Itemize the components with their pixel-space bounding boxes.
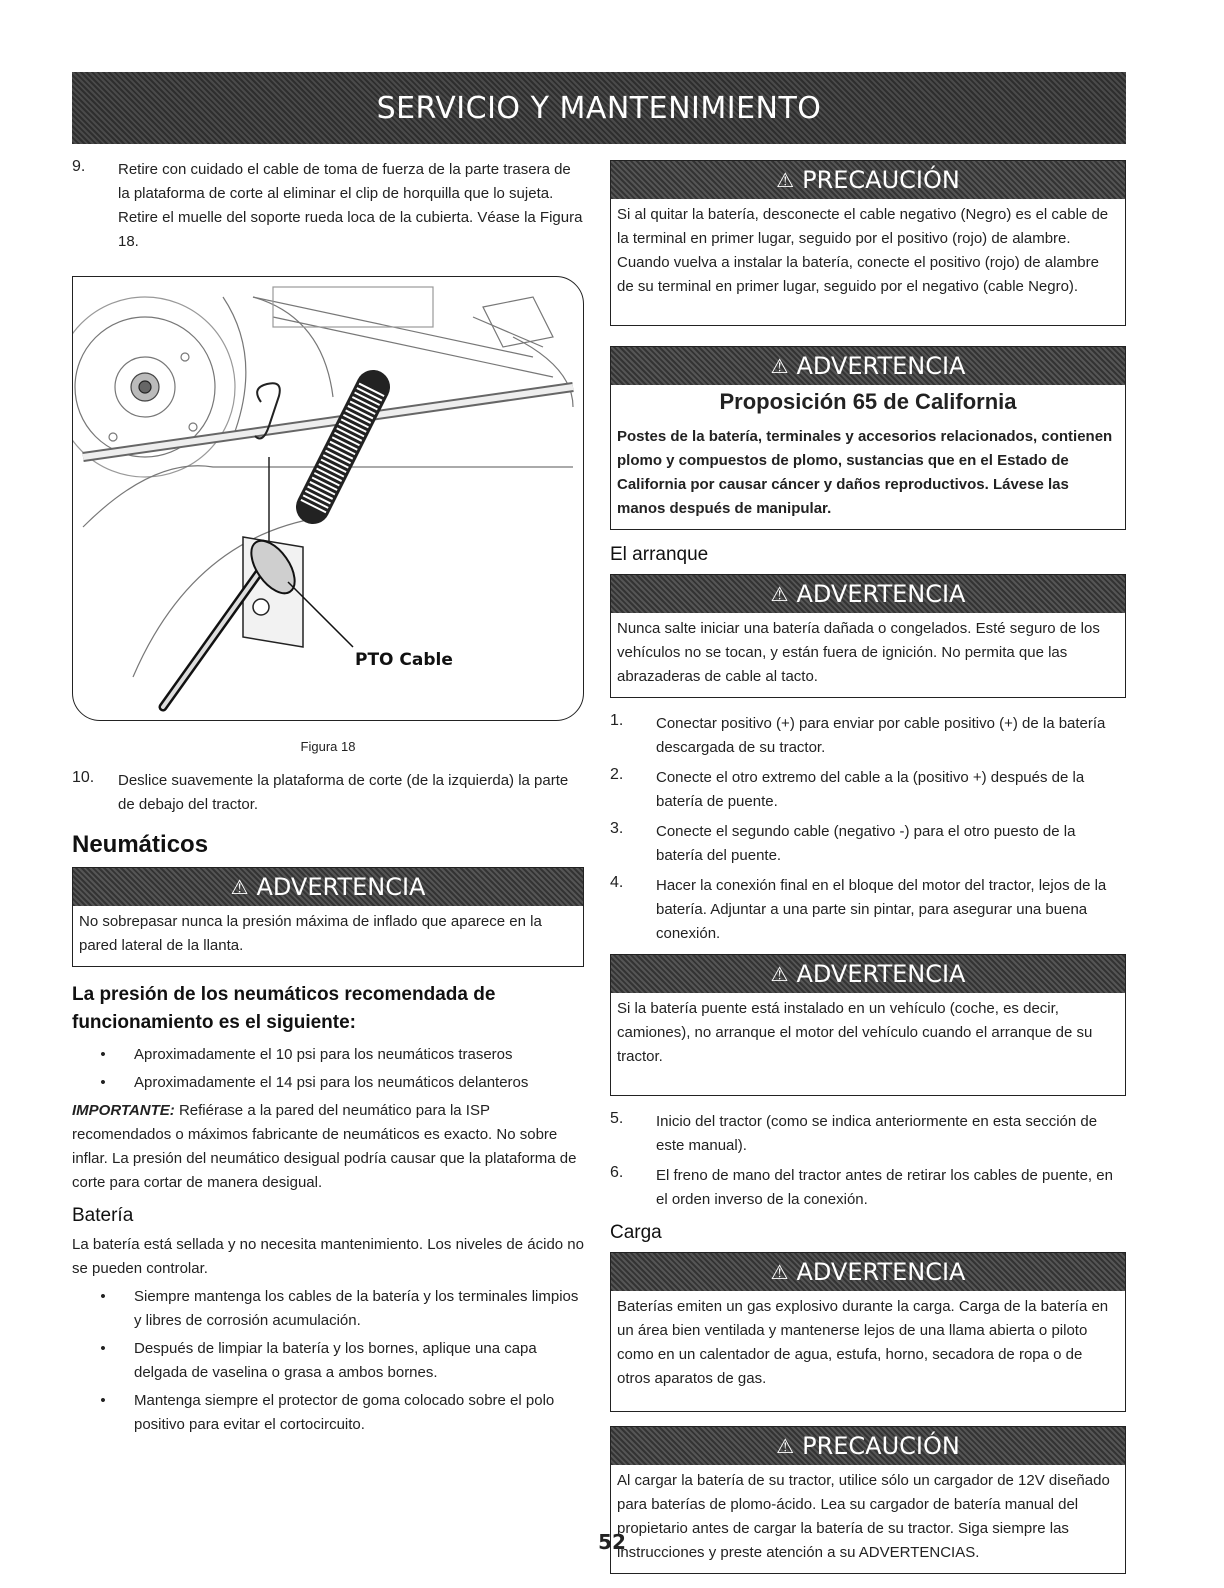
tires-heading: Neumáticos bbox=[72, 831, 209, 858]
step-item bbox=[610, 1110, 1126, 1158]
step-number: 3. bbox=[610, 820, 624, 837]
pto-cable-diagram bbox=[73, 277, 584, 721]
step-item bbox=[610, 820, 1126, 868]
step-number: 6. bbox=[610, 1164, 624, 1181]
warning-body: No sobrepasar nunca la presión máxima de inflado que aparece en la pared lateral de la llanta. bbox=[79, 913, 542, 954]
step-number: 10. bbox=[72, 769, 95, 786]
list-item bbox=[72, 1043, 584, 1067]
warning-triangle-icon: ⚠ bbox=[770, 962, 789, 986]
left-column bbox=[72, 158, 584, 1441]
right-column bbox=[610, 160, 1126, 1588]
warning-triangle-icon: ⚠ bbox=[776, 1434, 795, 1458]
warning-triangle-icon: ⚠ bbox=[230, 875, 249, 899]
step-text: Conectar positivo (+) para enviar por cable positivo (+) de la batería descargada de su tractor. bbox=[656, 715, 1106, 756]
battery-text: La batería está sellada y no necesita mantenimiento. Los niveles de ácido no se pueden controlar. bbox=[72, 1236, 584, 1277]
step-number: 5. bbox=[610, 1110, 624, 1127]
step-text: El freno de mano del tractor antes de retirar los cables de puente, en el orden inverso de la conexión. bbox=[656, 1167, 1113, 1208]
warning-title: ADVERTENCIA bbox=[796, 960, 966, 988]
start-warning-box bbox=[610, 574, 1126, 698]
charge-heading: Carga bbox=[610, 1222, 662, 1243]
warning-triangle-icon: ⚠ bbox=[770, 1260, 789, 1284]
caution-title: PRECAUCIÓN bbox=[802, 166, 960, 194]
bullet-icon: • bbox=[100, 1392, 106, 1409]
step-number: 1. bbox=[610, 712, 624, 729]
step-item bbox=[610, 874, 1126, 946]
step-text: Deslice suavemente la plataforma de corte (de la izquierda) la parte de debajo del tractor. bbox=[118, 772, 569, 813]
list-item-text: Después de limpiar la batería y los bornes, aplique una capa delgada de vaselina o grasa a ambos bornes. bbox=[134, 1340, 537, 1381]
prop65-warning-box bbox=[610, 346, 1126, 530]
jump-start-steps-2 bbox=[610, 1110, 1126, 1212]
step-number: 4. bbox=[610, 874, 624, 891]
list-item-text: Aproximadamente el 10 psi para los neumáticos traseros bbox=[134, 1046, 513, 1063]
step-text: Hacer la conexión final en el bloque del motor del tractor, lejos de la batería. Adjuntar a una parte sin pintar, para asegurar una buena conexión. bbox=[656, 877, 1107, 942]
vehicle-warning-box bbox=[610, 954, 1126, 1096]
list-item bbox=[72, 1071, 584, 1095]
tire-warning-box bbox=[72, 867, 584, 967]
important-label: IMPORTANTE: bbox=[72, 1102, 175, 1119]
list-item-text: Mantenga siempre el protector de goma colocado sobre el polo positivo para evitar el cortocircuito. bbox=[134, 1392, 555, 1433]
start-heading: El arranque bbox=[610, 544, 709, 565]
warning-triangle-icon: ⚠ bbox=[770, 582, 789, 606]
prop65-subtitle: Proposición 65 de California bbox=[719, 389, 1017, 414]
bullet-icon: • bbox=[100, 1046, 106, 1063]
list-item bbox=[72, 1389, 584, 1437]
jump-start-steps bbox=[610, 712, 1126, 946]
step-number: 2. bbox=[610, 766, 624, 783]
step-number: 9. bbox=[72, 158, 86, 175]
list-item bbox=[72, 1337, 584, 1385]
caution-title: PRECAUCIÓN bbox=[802, 1432, 960, 1460]
step-text: Conecte el otro extremo del cable a la (positivo +) después de la batería de puente. bbox=[656, 769, 1085, 810]
charge-warning-box bbox=[610, 1252, 1126, 1412]
step-9 bbox=[72, 158, 584, 254]
warning-title: ADVERTENCIA bbox=[796, 352, 966, 380]
bullet-icon: • bbox=[100, 1074, 106, 1091]
warning-title: ADVERTENCIA bbox=[796, 1258, 966, 1286]
warning-body: Nunca salte iniciar una batería dañada o congelados. Esté seguro de los vehículos no se tocan, y están fuera de ignición. No permita que las abrazaderas de cable al tacto. bbox=[617, 620, 1100, 685]
figure-caption: Figura 18 bbox=[300, 739, 356, 754]
step-item bbox=[610, 1164, 1126, 1212]
bullet-icon: • bbox=[100, 1288, 106, 1305]
caution-body: Si al quitar la batería, desconecte el cable negativo (Negro) es el cable de la terminal en primer lugar, seguido por el positivo (rojo) de alambre. Cuando vuelva a instalar la batería, conecte el positivo (rojo) de alambre de su terminal en primer lugar, seguido por el negativo (cable Negro). bbox=[617, 206, 1109, 295]
warning-body: Postes de la batería, terminales y accesorios relacionados, contienen plomo y compuestos de plomo, sustancias que en el Estado de California por causar cáncer y daños reproductivos. Lávese las manos después de manipular. bbox=[617, 428, 1113, 517]
warning-title: ADVERTENCIA bbox=[256, 873, 426, 901]
pressure-list bbox=[72, 1043, 584, 1095]
pressure-heading: La presión de los neumáticos recomendada de funcionamiento es el siguiente: bbox=[72, 984, 496, 1033]
figure-18-illustration bbox=[72, 276, 584, 721]
pto-cable-callout: PTO Cable bbox=[355, 650, 453, 670]
bullet-icon: • bbox=[100, 1340, 106, 1357]
warning-body: Si la batería puente está instalado en un vehículo (coche, es decir, camiones), no arranque el motor del vehículo cuando el arranque de su tractor. bbox=[617, 1000, 1093, 1065]
list-item-text: Aproximadamente el 14 psi para los neumáticos delanteros bbox=[134, 1074, 529, 1091]
step-item bbox=[610, 712, 1126, 760]
banner-title: SERVICIO Y MANTENIMIENTO bbox=[376, 90, 822, 126]
caution-box-battery-removal bbox=[610, 160, 1126, 326]
step-text: Retire con cuidado el cable de toma de fuerza de la parte trasera de la plataforma de corte al eliminar el clip de horquilla que lo sujeta. Retire el muelle del soporte rueda loca de la cubierta. Véase la Figura 18. bbox=[118, 161, 583, 250]
step-text: Inicio del tractor (como se indica anteriormente en esta sección de este manual). bbox=[656, 1113, 1098, 1154]
warning-triangle-icon: ⚠ bbox=[770, 354, 789, 378]
important-note bbox=[72, 1099, 584, 1195]
warning-title: ADVERTENCIA bbox=[796, 580, 966, 608]
battery-heading: Batería bbox=[72, 1205, 134, 1226]
list-item-text: Siempre mantenga los cables de la batería y los terminales limpios y libres de corrosión acumulación. bbox=[134, 1288, 579, 1329]
section-banner bbox=[72, 72, 1126, 144]
important-text: Refiérase a la pared del neumático para la ISP recomendados o máximos fabricante de neumáticos es exacto. No sobre inflar. La presión del neumático desigual podría causar que la plataforma de corte para cortar de manera desigual. bbox=[72, 1102, 577, 1191]
warning-triangle-icon: ⚠ bbox=[776, 168, 795, 192]
step-item bbox=[610, 766, 1126, 814]
step-text: Conecte el segundo cable (negativo -) para el otro puesto de la batería del puente. bbox=[656, 823, 1076, 864]
warning-body: Baterías emiten un gas explosivo durante la carga. Carga de la batería en un área bien ventilada y mantenerse lejos de una llama abierta o piloto como en un calentador de agua, estufa, horno, secadora de ropa o de otros aparatos de gas. bbox=[617, 1298, 1109, 1387]
caution-body: Al cargar la batería de su tractor, utilice sólo un cargador de 12V diseñado para baterías de plomo-ácido. Lea su cargador de batería manual del propietario antes de cargar la batería de su tractor. Siga siempre las instrucciones y preste atención a su ADVERTENCIAS. bbox=[617, 1472, 1110, 1561]
page-number: 52 bbox=[598, 1530, 626, 1554]
step-10 bbox=[72, 769, 584, 817]
battery-list bbox=[72, 1285, 584, 1437]
list-item bbox=[72, 1285, 584, 1333]
